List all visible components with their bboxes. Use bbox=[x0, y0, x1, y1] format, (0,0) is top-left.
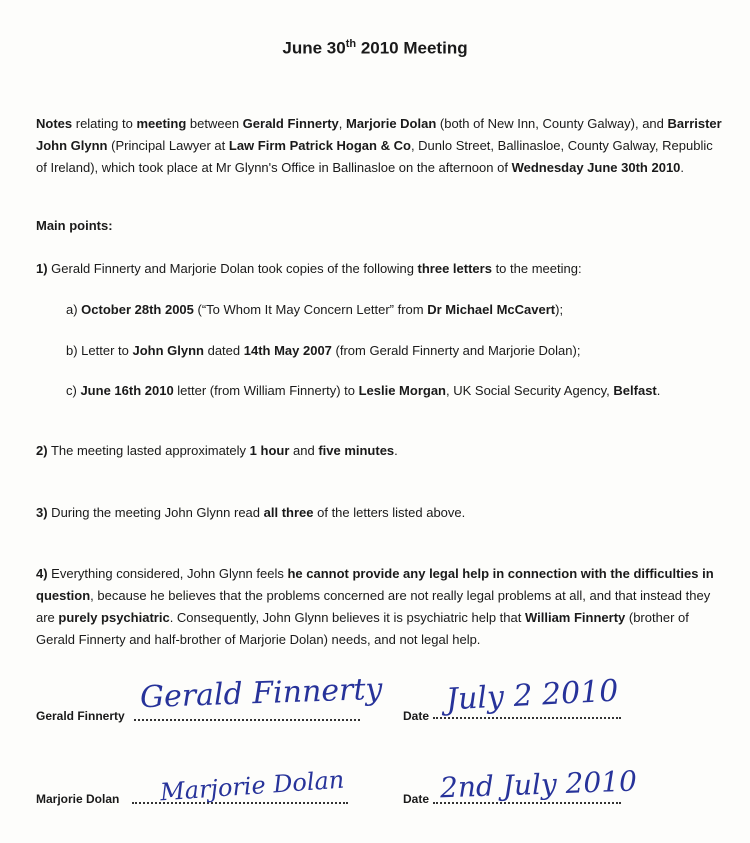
marjorie-date: 2nd July 2010 bbox=[439, 764, 638, 805]
gerald-date-label: Date bbox=[403, 709, 430, 723]
title-superscript: th bbox=[345, 38, 357, 50]
intro-run: Gerald Finnerty bbox=[242, 116, 339, 131]
point-1 bbox=[36, 258, 726, 280]
letter-b-run: 14th May 2007 bbox=[243, 343, 332, 358]
gerald-date: July 2 2010 bbox=[445, 673, 620, 718]
intro-run: Law Firm Patrick Hogan & Co bbox=[228, 138, 411, 153]
point4-run: William Finnerty bbox=[524, 610, 626, 625]
point3-run: 3) bbox=[36, 505, 48, 520]
point-4 bbox=[36, 563, 726, 651]
gerald-signature-line bbox=[134, 719, 360, 721]
letter-b-run: (from Gerald Finnerty and Marjorie Dolan); bbox=[331, 343, 581, 358]
point4-run: . Consequently, John Glynn believes it is psychiatric help that bbox=[169, 610, 525, 625]
point2-run: The meeting lasted approximately bbox=[47, 443, 250, 458]
intro-run: (both of New Inn, County Galway), and bbox=[436, 116, 668, 131]
point2-run: and bbox=[289, 443, 319, 458]
point4-run: purely psychiatric bbox=[58, 610, 170, 625]
letter-c-run: letter (from William Finnerty) to bbox=[173, 383, 359, 398]
letter-b bbox=[66, 340, 726, 362]
intro-run: (Principal Lawyer at bbox=[107, 138, 229, 153]
point4-run: , because he believes that the problems concerned are not really legal problems at all, and that instead they are bbox=[36, 588, 711, 625]
title-text: June 30 bbox=[282, 38, 346, 58]
intro-run: Barrister John Glynn bbox=[36, 116, 722, 153]
letter-b-run: dated bbox=[203, 343, 244, 358]
letter-a-run: ); bbox=[555, 302, 564, 317]
intro-run: relating to bbox=[72, 116, 137, 131]
point3-run: of the letters listed above. bbox=[313, 505, 466, 520]
point2-run: . bbox=[394, 443, 398, 458]
letter-c-run: June 16th 2010 bbox=[80, 383, 174, 398]
letter-b-run: b) Letter to bbox=[66, 343, 133, 358]
gerald-date-line bbox=[433, 717, 621, 719]
letter-a bbox=[66, 299, 726, 321]
letter-a-run: October 28th 2005 bbox=[81, 302, 194, 317]
letter-c-run: . bbox=[656, 383, 661, 398]
point-3 bbox=[36, 502, 726, 524]
marjorie-signature-label: Marjorie Dolan bbox=[36, 792, 120, 806]
intro-run: Notes bbox=[36, 116, 73, 131]
letter-c bbox=[66, 380, 726, 402]
letter-c-run: , UK Social Security Agency, bbox=[446, 383, 614, 398]
point2-run: 1 hour bbox=[249, 443, 290, 458]
point2-run: five minutes bbox=[318, 443, 395, 458]
point2-run: 2) bbox=[36, 443, 48, 458]
intro-run: Wednesday June 30th 2010 bbox=[511, 160, 681, 175]
marjorie-signature: Marjorie Dolan bbox=[159, 765, 346, 807]
letter-a-run: (“To Whom It May Concern Letter” from bbox=[193, 302, 428, 317]
intro-run: . bbox=[680, 160, 685, 175]
gerald-signature: Gerald Finnerty bbox=[139, 671, 383, 716]
letter-a-run: Dr Michael McCavert bbox=[427, 302, 556, 317]
letter-c-run: Leslie Morgan bbox=[358, 383, 447, 398]
intro-run: , Dunlo Street, Ballinasloe, County Galway, Republic of Ireland), which took place at Mr Glynn's Office in Ballinasloe on the afternoon of bbox=[36, 138, 713, 175]
point1-run: three letters bbox=[417, 261, 492, 276]
point-2 bbox=[36, 440, 726, 462]
intro-run: , bbox=[338, 116, 346, 131]
point1-run: Gerald Finnerty and Marjorie Dolan took copies of the following bbox=[47, 261, 418, 276]
page-title bbox=[0, 38, 750, 59]
intro-run: Marjorie Dolan bbox=[345, 116, 437, 131]
point4-run: Everything considered, John Glynn feels bbox=[47, 566, 288, 581]
letter-c-run: Belfast bbox=[613, 383, 657, 398]
gerald-signature-label: Gerald Finnerty bbox=[36, 709, 125, 723]
point3-run: During the meeting John Glynn read bbox=[47, 505, 264, 520]
letter-c-run: c) bbox=[66, 383, 81, 398]
point1-run: to the meeting: bbox=[491, 261, 582, 276]
intro-paragraph bbox=[36, 113, 726, 179]
title-text-rest: 2010 Meeting bbox=[356, 38, 468, 58]
point4-run: he cannot provide any legal help in connection with the difficulties in question bbox=[36, 566, 714, 603]
intro-run: between bbox=[186, 116, 243, 131]
point1-run: 1) bbox=[36, 261, 48, 276]
letter-a-run: a) bbox=[66, 302, 82, 317]
main-points-label: Main points: bbox=[36, 218, 113, 233]
point4-run: 4) bbox=[36, 566, 48, 581]
point3-run: all three bbox=[263, 505, 314, 520]
main-points-heading bbox=[36, 215, 726, 237]
letter-b-run: John Glynn bbox=[132, 343, 204, 358]
point4-run: (brother of Gerald Finnerty and half-brother of Marjorie Dolan) needs, and not legal help. bbox=[36, 610, 689, 647]
intro-run: meeting bbox=[136, 116, 187, 131]
marjorie-date-label: Date bbox=[403, 792, 430, 806]
